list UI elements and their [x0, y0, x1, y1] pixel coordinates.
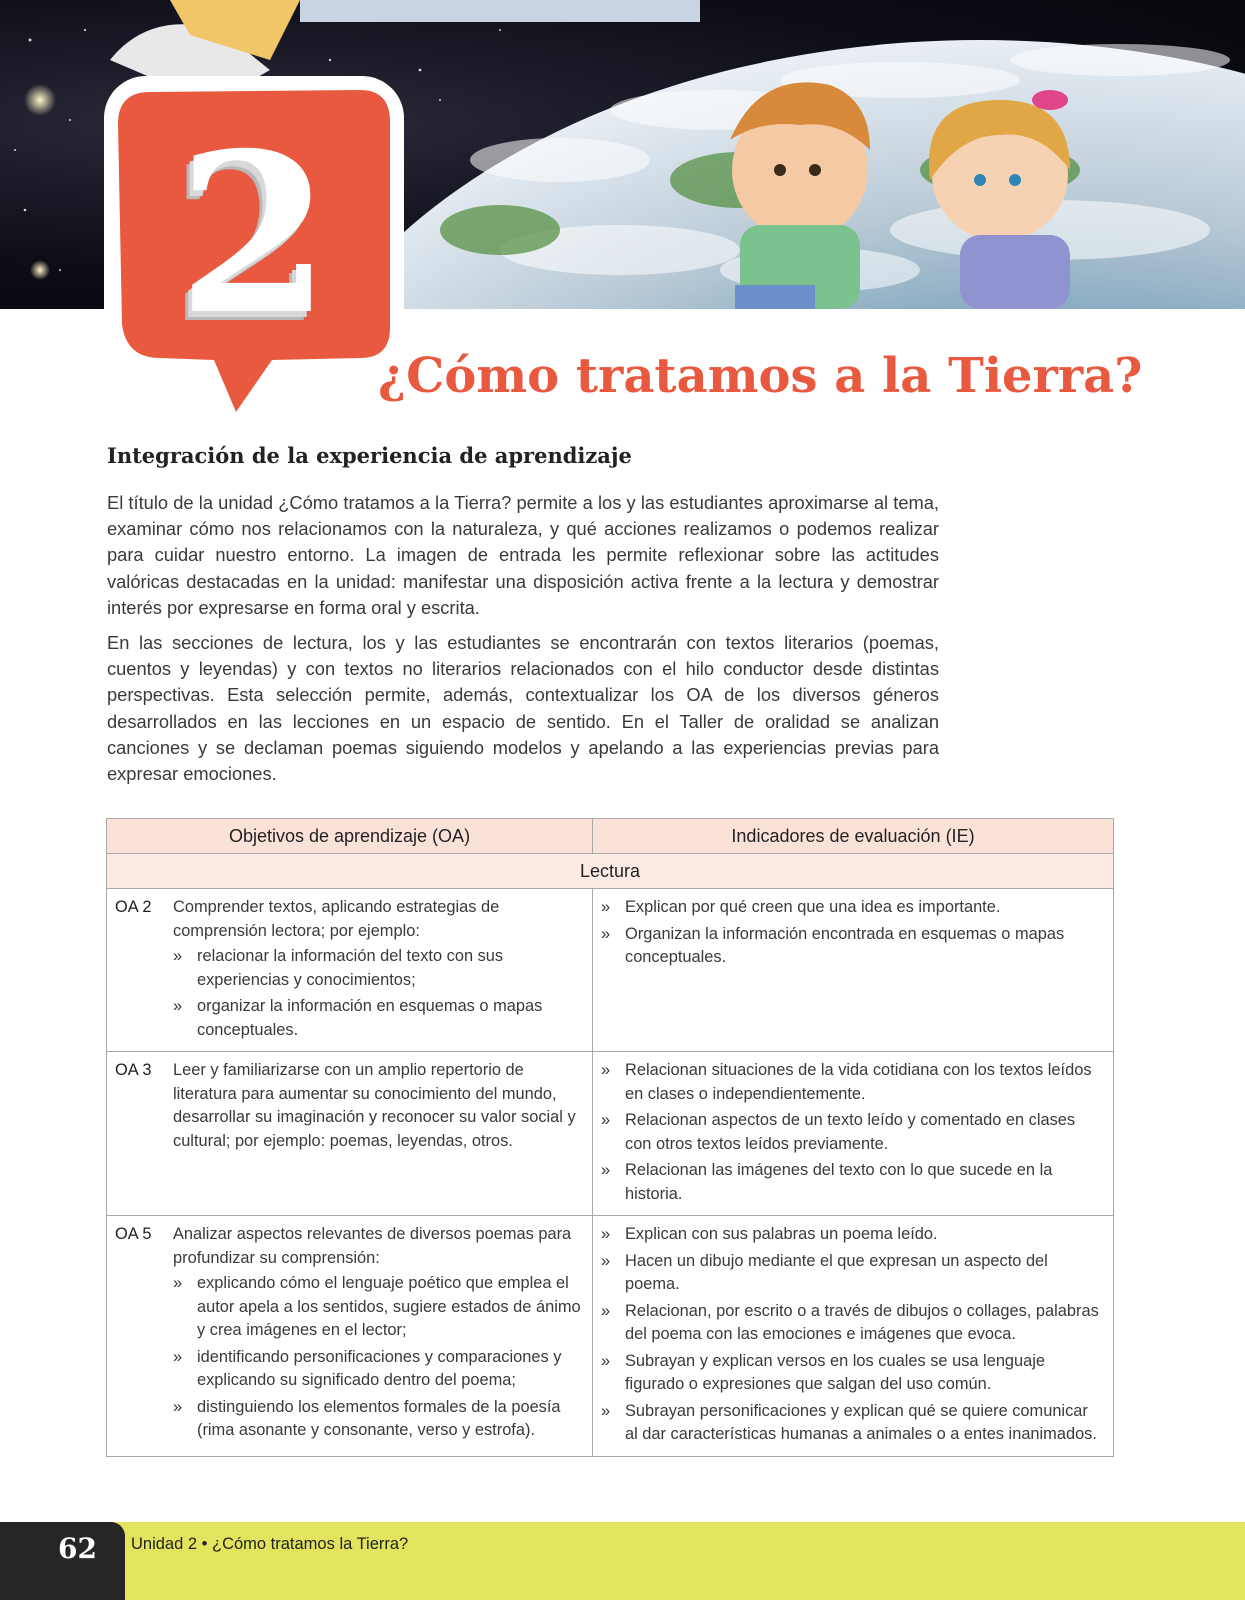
column-header-ie: Indicadores de evaluación (IE): [593, 819, 1114, 854]
bullet-icon: »: [601, 924, 611, 943]
objective-code: OA 5: [115, 1225, 152, 1243]
bullet-icon: »: [173, 997, 183, 1015]
bullet-icon: »: [173, 1347, 183, 1366]
indicator-item: » Explican con sus palabras un poema leído.: [601, 1223, 1105, 1247]
bullet-icon: »: [173, 1397, 183, 1416]
indicator-item: » Relacionan aspectos de un texto leído y comentado en clases con otros textos leídos previamente.: [601, 1109, 1105, 1156]
indicator-item: » Relacionan las imágenes del texto con lo que sucede en la historia.: [601, 1159, 1105, 1206]
bullet-icon: »: [601, 898, 611, 916]
bullet-icon: »: [601, 1251, 611, 1270]
table-row: [107, 889, 1114, 1052]
bullet-icon: »: [601, 1161, 611, 1179]
table-row: [107, 1052, 1114, 1216]
section-label: Lectura: [107, 854, 1114, 889]
footer-bar: [0, 1522, 1245, 1600]
column-header-oa: Objetivos de aprendizaje (OA): [107, 819, 593, 854]
objective-code: OA 3: [115, 1061, 152, 1079]
objective-cell: [107, 1052, 593, 1216]
page-number: 62: [58, 1532, 97, 1565]
table-row: [107, 1216, 1114, 1457]
objective-text: Analizar aspectos relevantes de diversos poemas para profundizar su comprensión:: [173, 1225, 572, 1267]
intro-text: [107, 490, 939, 796]
indicator-item: » Hacen un dibujo mediante el que expresan un aspecto del poema.: [601, 1250, 1105, 1297]
unit-badge: [104, 76, 404, 426]
indicators-cell: [593, 1052, 1114, 1216]
objective-sub-item: » relacionar la información del texto con sus experiencias y conocimientos;: [173, 945, 584, 992]
objective-cell: [107, 1216, 593, 1457]
bullet-icon: »: [173, 1274, 183, 1292]
indicator-item: » Subrayan y explican versos en los cuales se usa lenguaje figurado o expresiones que salgan del uso común.: [601, 1350, 1105, 1397]
indicator-item: » Relacionan situaciones de la vida cotidiana con los textos leídos en clases o independientemente.: [601, 1059, 1105, 1106]
intro-paragraph: El título de la unidad ¿Cómo tratamos a la Tierra? permite a los y las estudiantes aproximarse al tema, examinar cómo nos relacionamos con la naturaleza, y qué acciones realizamos o podemos realizar para cuidar nuestro entorno. La imagen de entrada les permite reflexionar sobre las actitudes valóricas destacadas en la unidad: manifestar una disposición activa frente a la lectura y demostrar interés por expresarse en forma oral y escrita.: [107, 492, 939, 618]
objective-code: OA 2: [115, 898, 152, 916]
bullet-icon: »: [173, 947, 183, 965]
objective-sub-item: » distinguiendo los elementos formales de la poesía (rima asonante y consonante, verso y estrofa).: [173, 1396, 584, 1443]
bullet-icon: »: [601, 1111, 611, 1129]
bullet-icon: »: [601, 1351, 611, 1370]
objectives-table: [106, 818, 1114, 1457]
footer-unit-label: Unidad 2 • ¿Cómo tratamos la Tierra?: [131, 1535, 409, 1553]
bullet-icon: »: [601, 1225, 611, 1243]
indicator-item: » Relacionan, por escrito o a través de dibujos o collages, palabras del poema con las emociones e imágenes que evoca.: [601, 1300, 1105, 1347]
objective-sub-item: » explicando cómo el lenguaje poético que emplea el autor apela a los sentidos, sugiere estados de ánimo y crea imágenes en el lector;: [173, 1272, 584, 1343]
section-heading: Integración de la experiencia de aprendizaje: [107, 443, 632, 468]
objective-sub-item: » organizar la información en esquemas o mapas conceptuales.: [173, 995, 584, 1042]
table-header-row: [107, 819, 1114, 854]
unit-number: 2: [177, 104, 331, 363]
objective-cell: [107, 889, 593, 1052]
indicators-cell: [593, 1216, 1114, 1457]
objective-text: Comprender textos, aplicando estrategias de comprensión lectora; por ejemplo:: [173, 898, 500, 940]
indicators-cell: [593, 889, 1114, 1052]
bullet-icon: »: [601, 1061, 611, 1079]
indicator-item: » Organizan la información encontrada en esquemas o mapas conceptuales.: [601, 923, 1105, 970]
indicator-item: » Explican por qué creen que una idea es importante.: [601, 896, 1105, 920]
table-section-row: [107, 854, 1114, 889]
intro-paragraph: En las secciones de lectura, los y las estudiantes se encontrarán con textos literarios (poemas, cuentos y leyendas) y con textos no literarios relacionados con el hilo conductor desde distintas perspectivas. Esta selección permite, además, contextualizar los OA de los diversos géneros desarrollados en las lecciones en un espacio de sentido. En el Taller de oralidad se analizan canciones y se declaman poemas siguiendo modelos y apelando a las experiencias previas para expresar emociones.: [107, 632, 939, 785]
indicator-item: » Subrayan personificaciones y explican qué se quiere comunicar al dar características humanas a animales o a entes inanimados.: [601, 1400, 1105, 1447]
page-title: ¿Cómo tratamos a la Tierra?: [378, 348, 1143, 404]
objective-sub-item: » identificando personificaciones y comparaciones y explicando su significado dentro del poema;: [173, 1346, 584, 1393]
bullet-icon: »: [601, 1401, 611, 1420]
objective-text: Leer y familiarizarse con un amplio repertorio de literatura para aumentar su conocimiento del mundo, desarrollar su imaginación y reconocer su valor social y cultural; por ejemplo: poemas, leyendas, otros.: [173, 1061, 576, 1150]
bullet-icon: »: [601, 1301, 611, 1320]
